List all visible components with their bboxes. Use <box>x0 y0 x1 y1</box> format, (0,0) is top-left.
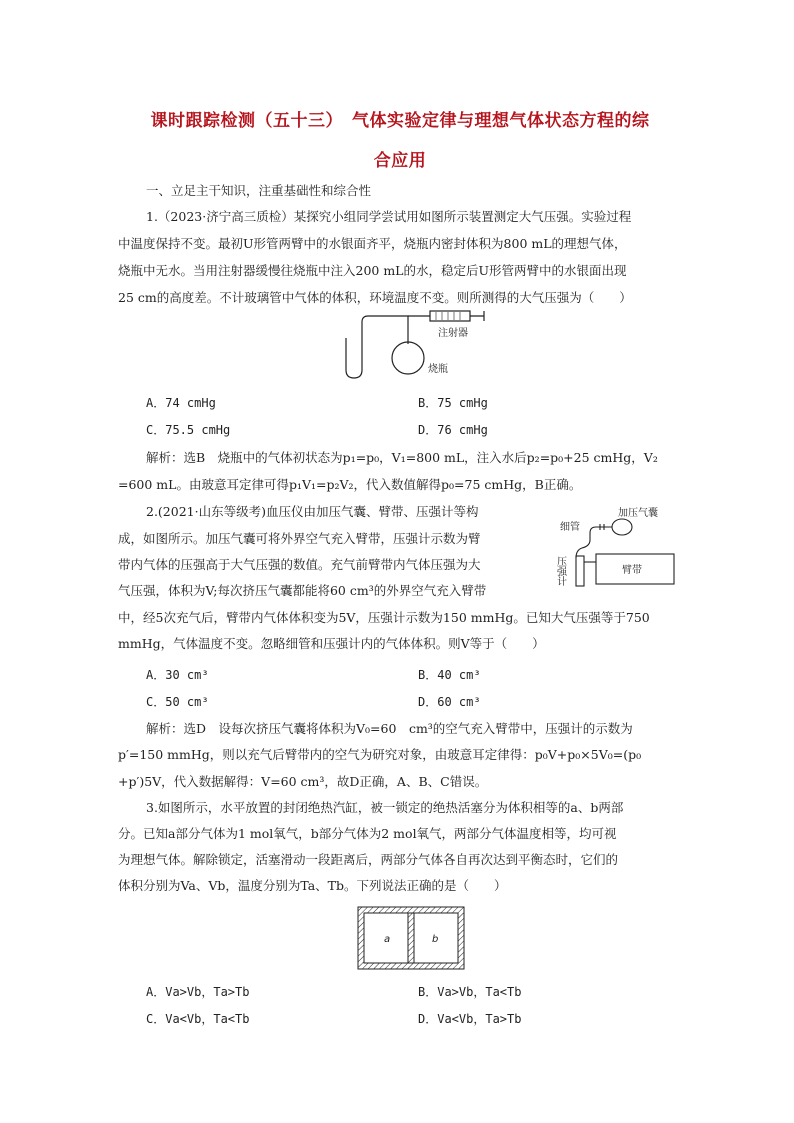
q2-line-1: 2.(2021·山东等级考)血压仪由加压气囊、臂带、压强计等构 <box>146 504 479 519</box>
q1-option-a: A．74 cmHg <box>146 396 216 410</box>
document-title-line2: 合应用 <box>373 151 427 171</box>
q2-line-3: 带内气体的压强高于大气压强的数值。充气前臂带内气体压强为大 <box>118 557 481 572</box>
q1-line-2: 中温度保持不变。最初U形管两臂中的水银面齐平，烧瓶内密封体积为800 mL的理想气体， <box>118 236 627 251</box>
q2-analysis-line-1: 解析：选D 设每次挤压气囊将体积为V₀=60 cm³的空气充入臂带中，压强计的示数为 <box>146 721 633 736</box>
tube-label: 细管 <box>560 522 580 533</box>
q3-option-d: D．Va<Vb，Ta>Tb <box>418 1012 522 1026</box>
gauge-label: 压强计 <box>554 556 566 586</box>
q2-option-b: B．40 cm³ <box>418 668 481 682</box>
q2-blood-pressure-figure <box>552 500 684 592</box>
q3-cylinder-figure <box>357 906 465 970</box>
q2-analysis-line-2: p′=150 mmHg，则以充气后臂带内的空气为研究对象，由玻意耳定律得：p₀V+p₀×5V₀=(p₀ <box>118 747 642 762</box>
q1-analysis-line-1: 解析：选B 烧瓶中的气体初状态为p₁=p₀，V₁=800 mL，注入水后p₂=p₀+25 cmHg，V₂ <box>146 450 658 465</box>
flask-icon <box>392 342 424 374</box>
q3-line-3: 为理想气体。解除锁定，活塞滑动一段距离后，两部分气体各自再次达到平衡态时，它们的 <box>118 852 619 867</box>
u-tube-icon <box>346 316 408 378</box>
bulb-label: 加压气囊 <box>618 508 658 519</box>
q3-line-2: 分。已知a部分气体为1 mol氧气，b部分气体为2 mol氧气，两部分气体温度相等，均可视 <box>118 826 617 841</box>
q1-analysis-line-2: =600 mL。由玻意耳定律可得p₁V₁=p₂V₂，代入数值解得p₀=75 cmHg，B正确。 <box>118 477 582 492</box>
q2-option-d: D．60 cm³ <box>418 695 481 709</box>
q3-line-1: 3.如图所示，水平放置的封闭绝热汽缸，被一锁定的绝热活塞分为体积相等的a、b两部 <box>146 800 624 815</box>
part-a-label: a <box>384 934 391 945</box>
gauge-icon <box>576 556 584 586</box>
piston-icon <box>408 913 414 963</box>
q3-option-a: A．Va>Vb，Ta>Tb <box>146 985 250 999</box>
q3-option-b: B．Va>Vb，Ta<Tb <box>418 985 522 999</box>
q2-analysis-line-3: +p′)5V，代入数据解得：V=60 cm³，故D正确，A、B、C错误。 <box>118 774 488 789</box>
document-title-line1: 课时跟踪检测（五十三） 气体实验定律与理想气体状态方程的综 <box>150 111 650 131</box>
q3-option-c: C．Va<Vb，Ta<Tb <box>146 1012 250 1026</box>
q1-line-3: 烧瓶中无水。当用注射器缓慢往烧瓶中注入200 mL的水，稳定后U形管两臂中的水银面出现 <box>118 263 627 278</box>
q2-option-a: A．30 cm³ <box>146 668 209 682</box>
flask-label: 烧瓶 <box>428 364 448 375</box>
section-heading: 一、立足主干知识，注重基础性和综合性 <box>146 183 372 198</box>
q1-option-c: C．75.5 cmHg <box>146 423 231 437</box>
q2-line-5: 中，经5次充气后，臂带内气体体积变为5V，压强计示数为150 mmHg。已知大气压强等于750 <box>118 610 650 625</box>
q2-line-6: mmHg，气体温度不变。忽略细管和压强计内的气体体积。则V等于（ ） <box>118 636 545 651</box>
q1-line-1: 1.（2023·济宁高三质检）某探究小组同学尝试用如图所示装置测定大气压强。实验过程 <box>146 209 632 224</box>
q1-apparatus-figure <box>338 308 488 384</box>
cuff-label: 臂带 <box>622 565 642 576</box>
q2-line-4: 气压强，体积为V;每次挤压气囊都能将60 cm³的外界空气充入臂带 <box>118 583 487 598</box>
bulb-icon <box>612 519 632 535</box>
q2-option-c: C．50 cm³ <box>146 695 209 709</box>
q1-option-b: B．75 cmHg <box>418 396 488 410</box>
part-b-label: b <box>432 934 439 945</box>
q3-line-4: 体积分别为Va、Vb，温度分别为Ta、Tb。下列说法正确的是（ ） <box>118 878 507 893</box>
q1-option-d: D．76 cmHg <box>418 423 488 437</box>
q2-line-2: 成，如图所示。加压气囊可将外界空气充入臂带，压强计示数为臂 <box>118 531 481 546</box>
syringe-label: 注射器 <box>438 328 468 339</box>
q1-line-4: 25 cm的高度差。不计玻璃管中气体的体积，环境温度不变。则所测得的大气压强为（ ） <box>118 290 632 305</box>
